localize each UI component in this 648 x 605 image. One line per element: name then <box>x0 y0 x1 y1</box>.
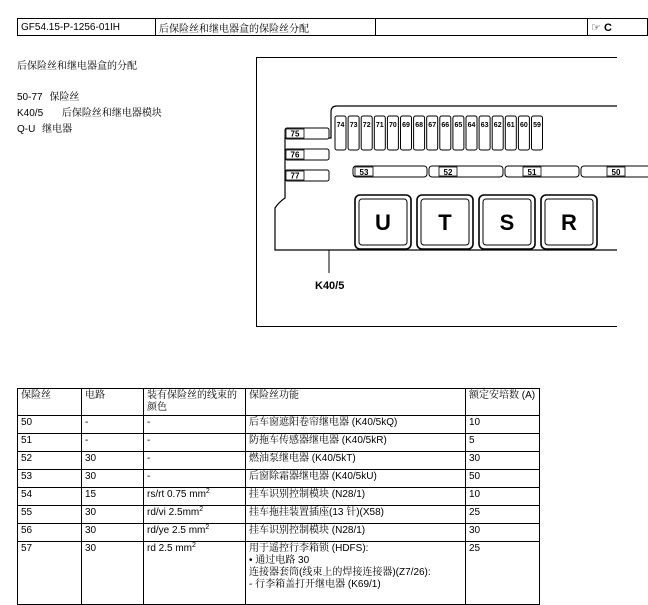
table-row <box>18 524 540 542</box>
section-heading: 后保险丝和继电器盒的分配 <box>17 61 137 72</box>
wire-color-text: - <box>147 417 151 428</box>
relay-letter: S <box>499 210 515 235</box>
circuit-cell: 30 <box>82 524 144 542</box>
document-header <box>17 18 648 36</box>
fuse-slot <box>581 166 648 177</box>
fuse-number: 61 <box>506 122 515 129</box>
fuse-slot <box>505 116 516 150</box>
fuse-cell: 52 <box>18 452 82 470</box>
fuse-slot <box>285 149 329 160</box>
fuse-number: 74 <box>336 122 345 129</box>
legend-code: K40/5 <box>17 108 44 119</box>
function-cell <box>246 524 466 542</box>
module-label: K40/5 <box>315 280 345 292</box>
function-cell <box>246 416 466 434</box>
circuit-cell: - <box>82 434 144 452</box>
function-text: 防拖车传感器继电器 (K40/5kR) <box>249 435 387 446</box>
fuse-slot <box>361 116 372 150</box>
column-header: 电路 <box>82 389 144 416</box>
legend-desc: 继电器 <box>42 124 73 135</box>
function-text: 用于遥控行李箱锁 (HDFS): <box>249 543 369 554</box>
fuse-number: 51 <box>527 168 537 177</box>
fuse-number: 59 <box>533 122 541 129</box>
header-blank-cell <box>376 19 588 36</box>
table-row <box>18 470 540 488</box>
amperage-cell: 30 <box>466 524 540 542</box>
function-cell <box>246 506 466 524</box>
wire-color-cell <box>144 434 246 452</box>
fuse-slot <box>353 166 427 177</box>
fuse-slot <box>518 116 529 150</box>
fuse-slot <box>285 128 329 139</box>
function-text: 挂车识别控制模块 (N28/1) <box>249 525 366 536</box>
wire-color-text: rs/rt 0.75 mm <box>147 489 206 500</box>
table-row <box>18 488 540 506</box>
function-text: 挂车拖挂装置插座(13 针)(X58) <box>249 507 385 518</box>
unit-superscript: 2 <box>205 488 210 495</box>
fuse-number: 50 <box>611 168 621 177</box>
fuse-number: 72 <box>362 122 371 129</box>
wire-color-text: - <box>147 453 151 464</box>
fuse-slot <box>479 116 490 150</box>
legend-code: Q-U <box>17 124 36 135</box>
fuse-slot-outline <box>505 166 579 177</box>
fuse-number: 52 <box>443 168 453 177</box>
fuse-number: 53 <box>359 168 369 177</box>
table-row <box>18 542 540 605</box>
function-cell <box>246 452 466 470</box>
column-header: 装有保险丝的线束的颜色 <box>144 389 246 416</box>
relay-letter: R <box>561 210 577 235</box>
wire-color-cell <box>144 524 246 542</box>
fuse-number: 68 <box>415 122 423 129</box>
fuse-box-diagram <box>256 57 621 327</box>
fuse-number: 64 <box>467 122 476 129</box>
function-bullet: 连接器套筒(线束上的焊接连接器)(Z7/26): <box>249 567 431 578</box>
circuit-cell: 30 <box>82 506 144 524</box>
fuse-number: 63 <box>480 122 489 129</box>
fuse-slot <box>387 116 398 150</box>
relay <box>479 195 535 249</box>
amperage-cell: 50 <box>466 470 540 488</box>
column-header: 额定安培数 (A) <box>466 389 540 416</box>
relay-letter: U <box>375 210 391 235</box>
wire-color-cell <box>144 416 246 434</box>
wire-color-text: rd/vi 2.5mm <box>147 507 200 518</box>
fuse-number: 69 <box>402 122 410 129</box>
wire-color-cell <box>144 452 246 470</box>
fuse-cell: 51 <box>18 434 82 452</box>
fuse-number: 76 <box>290 150 300 160</box>
fuse-cell: 57 <box>18 542 82 605</box>
amperage-cell: 25 <box>466 542 540 605</box>
fuse-slot <box>374 116 385 150</box>
legend-item <box>17 88 79 103</box>
relay-letter: T <box>438 210 452 235</box>
amperage-cell: 25 <box>466 506 540 524</box>
circuit-cell: - <box>82 416 144 434</box>
fuse-number: 71 <box>375 122 384 129</box>
fuse-slot <box>427 116 438 150</box>
header-logo-cell[interactable] <box>588 19 648 36</box>
table-row <box>18 452 540 470</box>
function-cell <box>246 434 466 452</box>
amperage-cell: 5 <box>466 434 540 452</box>
wire-color-text: - <box>147 471 151 482</box>
wire-color-text: rd/ye 2.5 mm <box>147 525 206 536</box>
function-text: 后车窗遮阳卷帘继电器 (K40/5kQ) <box>249 417 398 428</box>
table-header-row <box>18 389 540 416</box>
column-header: 保险丝功能 <box>246 389 466 416</box>
fuse-cell: 54 <box>18 488 82 506</box>
fuse-slot <box>335 116 346 150</box>
circuit-cell: 30 <box>82 542 144 605</box>
document-id: GF54.15-P-1256-01IH <box>18 19 156 36</box>
function-cell <box>246 488 466 506</box>
fuse-number: 62 <box>493 122 502 129</box>
unit-superscript: 2 <box>192 542 196 549</box>
fuse-slot <box>440 116 451 150</box>
fuse-number: 66 <box>441 122 450 129</box>
circuit-cell: 15 <box>82 488 144 506</box>
fuse-cell: 56 <box>18 524 82 542</box>
fuse-number: 75 <box>290 129 300 139</box>
circuit-cell: 30 <box>82 470 144 488</box>
function-cell <box>246 470 466 488</box>
fuse-cell: 50 <box>18 416 82 434</box>
fuse-number: 67 <box>428 122 437 129</box>
fuse-slot <box>285 170 329 181</box>
function-text: 挂车识别控制模块 (N28/1) <box>249 489 366 500</box>
wire-color-cell <box>144 470 246 488</box>
fuse-slot <box>532 116 543 150</box>
amperage-cell: 10 <box>466 488 540 506</box>
fuse-slot <box>401 116 412 150</box>
legend-item <box>17 104 162 119</box>
amperage-cell: 30 <box>466 452 540 470</box>
fuse-slot <box>466 116 477 150</box>
relay <box>417 195 473 249</box>
wire-color-cell <box>144 488 246 506</box>
legend-desc: 保险丝 <box>49 92 80 103</box>
table-row <box>18 434 540 452</box>
function-bullet-list <box>249 555 462 591</box>
wire-color-text: - <box>147 435 151 446</box>
fuse-slot <box>348 116 359 150</box>
table-row <box>18 506 540 524</box>
relay <box>355 195 411 249</box>
fuse-slot <box>505 166 579 177</box>
fuse-slot <box>453 116 464 150</box>
fuse-number: 65 <box>454 122 463 129</box>
function-bullet: • 通过电路 30 <box>249 555 310 566</box>
fuse-number: 77 <box>290 171 300 181</box>
legend-item <box>17 120 72 135</box>
wire-color-cell <box>144 506 246 524</box>
fuse-allocation-table <box>17 388 540 605</box>
document-title: 后保险丝和继电器盒的保险丝分配 <box>156 19 376 36</box>
fuse-cell: 55 <box>18 506 82 524</box>
fuse-cell: 53 <box>18 470 82 488</box>
fuse-box-svg <box>257 58 621 326</box>
logo-letter: C <box>603 21 612 34</box>
legend-code: 50-77 <box>17 92 43 103</box>
amperage-cell: 10 <box>466 416 540 434</box>
circuit-cell: 30 <box>82 452 144 470</box>
fuse-slot <box>429 166 503 177</box>
wire-color-text: rd 2.5 mm <box>147 543 193 554</box>
legend-desc: 后保险丝和继电器模块 <box>61 108 162 119</box>
function-text: 后窗除霜器继电器 (K40/5kU) <box>249 471 377 482</box>
wire-color-cell <box>144 542 246 605</box>
relay <box>541 195 597 249</box>
fuse-slot <box>492 116 503 150</box>
unit-superscript: 2 <box>205 524 210 531</box>
fuse-number: 70 <box>389 122 397 129</box>
column-header: 保险丝 <box>18 389 82 416</box>
pointing-hand-icon: ☞ <box>591 21 601 34</box>
fuse-number: 73 <box>349 122 358 129</box>
function-text: 燃油泵继电器 (K40/5kT) <box>249 453 356 464</box>
fuse-slot <box>414 116 425 150</box>
function-cell <box>246 542 466 605</box>
fuse-number: 60 <box>520 122 528 129</box>
table-row <box>18 416 540 434</box>
function-bullet: - 行李箱盖打开继电器 (K69/1) <box>249 579 381 590</box>
unit-superscript: 2 <box>199 506 204 513</box>
